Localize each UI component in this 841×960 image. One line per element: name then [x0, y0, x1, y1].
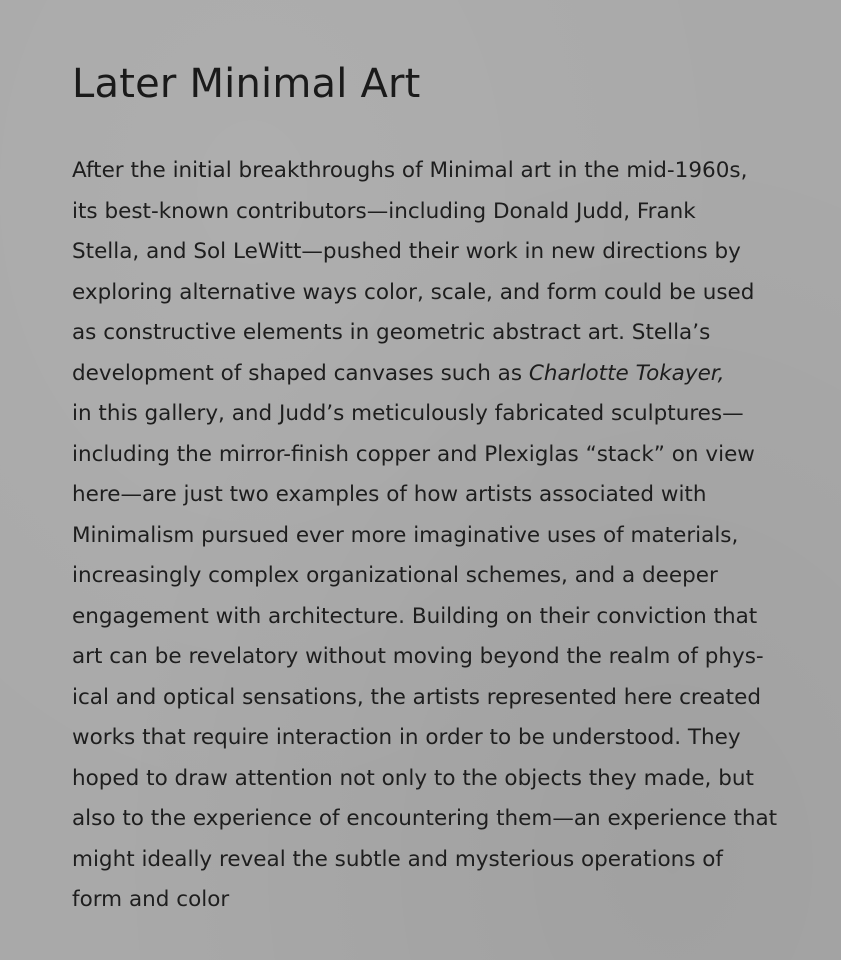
body-line: as constructive elements in geometric abstract art. Stella’s — [72, 320, 711, 345]
body-line: also to the experience of encountering them—an experience that — [72, 806, 778, 831]
body-line: its best-known contributors—including Donald Judd, Frank — [72, 198, 696, 224]
body-line — [72, 354, 832, 395]
body-line: engagement with architecture. Building on their conviction that — [72, 603, 758, 629]
body-line: Stella, and Sol LeWitt—pushed their work in new directions by — [72, 239, 741, 264]
body-line: in this gallery, and Judd’s meticulously fabricated sculptures— — [72, 401, 744, 426]
body-line: art can be revelatory without moving beyond the realm of phys- — [72, 644, 764, 669]
body-line: here—are just two examples of how artists associated with — [72, 482, 707, 507]
body-line: After the initial breakthroughs of Minimal art in the mid-1960s, — [72, 158, 748, 183]
body-line: might ideally reveal the subtle and mysterious operations of — [72, 846, 723, 872]
body-line-text: development of shaped canvases such as — [72, 360, 529, 386]
body-line: ical and optical sensations, the artists represented here created — [72, 684, 761, 710]
body-line: increasingly complex organizational schemes, and a deeper — [72, 563, 718, 588]
body-line: form and color — [72, 887, 230, 912]
body-line: Minimalism pursued ever more imaginative uses of materials, — [72, 522, 739, 548]
body-line: works that require interaction in order to be understood. They — [72, 725, 741, 750]
label-title: Later Minimal Art — [72, 61, 421, 107]
body-line: hoped to draw attention not only to the objects they made, but — [72, 765, 754, 791]
label-body — [72, 151, 832, 921]
body-line: exploring alternative ways color, scale, and form could be used — [72, 279, 755, 305]
body-line: including the mirror-finish copper and Plexiglas “stack” on view — [72, 441, 755, 467]
artwork-title: Charlotte Tokayer, — [528, 360, 725, 386]
